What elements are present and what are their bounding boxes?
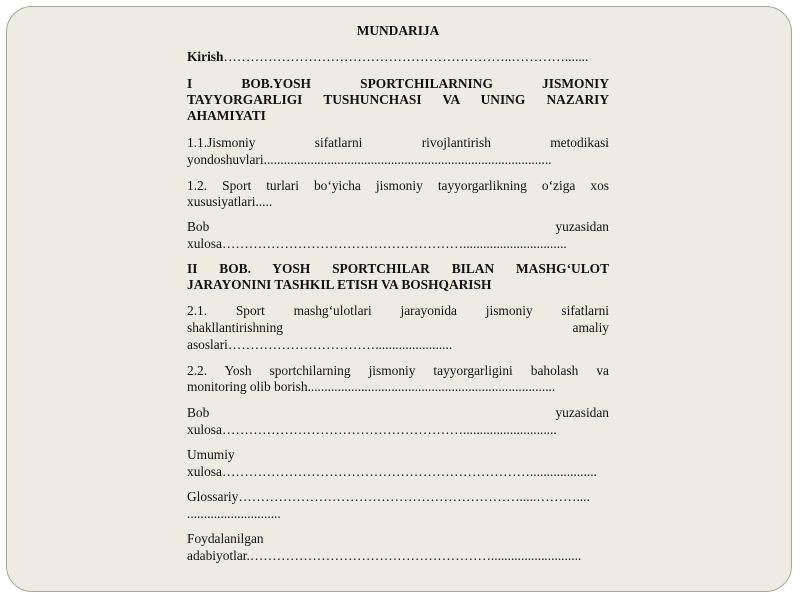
toc-entry-2-1-line-2: shakllantirishning amaliy [187,320,609,335]
intro-leader: ………………………………………………………..…………....... [223,49,589,64]
toc-entry-general-summary-line-1: Umumiy [187,447,235,462]
toc-entry-references-line-1: Foydalanilgan [187,531,264,546]
chapter-2-heading-line-1: II BOB. YOSH SPORTCHILAR BILAN MASHG‘ULOT [187,261,609,276]
chapter-1-heading-line-1: I BOB.YOSH SPORTCHILARNING JISMONIY [187,76,609,91]
toc-entry-2-1-line-1: 2.1. Sport mashg‘ulotlari jarayonida jismoniy sifatlarni [187,303,609,318]
toc-entry-summary-1-line-2: xulosa………………………………………………............................... [187,236,567,251]
toc-entry-general-summary-line-2: xulosa…………………………………………………………….................... [187,464,597,479]
slide-panel [6,6,792,592]
intro-label: Kirish [187,49,224,64]
page-title: MUNDARIJA [356,23,440,38]
toc-entry-1-2-line-1: 1.2. Sport turlari bo‘yicha jismoniy tayyorgarlikning o‘ziga xos [187,178,609,193]
toc-entry-2-1-line-3: asoslari……………………………....................... [187,337,453,352]
toc-entry-1-1-line-1: 1.1.Jismoniy sifatlarni rivojlantirish metodikasi [187,135,609,150]
toc-entry-intro [187,49,609,65]
toc-entry-glossary-line-1: Glossariy……………………………………………………….....……….... [187,489,590,504]
chapter-1-heading-line-2: TAYYORGARLIGI TUSHUNCHASI VA UNING NAZARIY [187,92,609,107]
toc-entry-summary-1-line-1: Bob yuzasidan [187,219,609,234]
toc-entry-2-2-line-1: 2.2. Yosh sportchilarning jismoniy tayyorgarligini baholash va [187,363,609,378]
toc-entry-summary-2-line-2: xulosa………………………………………………............................ [187,422,557,437]
chapter-2-heading-line-2: JARAYONINI TASHKIL ETISH VA BOSHQARISH [187,277,492,292]
toc-entry-2-2-line-2: monitoring olib borish.......................................................................... [187,379,556,394]
toc-entry-summary-2-line-1: Bob yuzasidan [187,405,609,420]
toc-entry-glossary-line-2: ............................ [187,506,281,521]
chapter-1-heading-line-3: AHAMIYATI [187,108,266,123]
toc-entry-1-1-line-2: yondoshuvlari...................................................................................... [187,152,552,167]
toc-entry-references-line-2: adabiyotlar.………………………………………………........................... [187,548,582,563]
toc-entry-1-2-line-2: xususiyatlari..... [187,194,273,209]
